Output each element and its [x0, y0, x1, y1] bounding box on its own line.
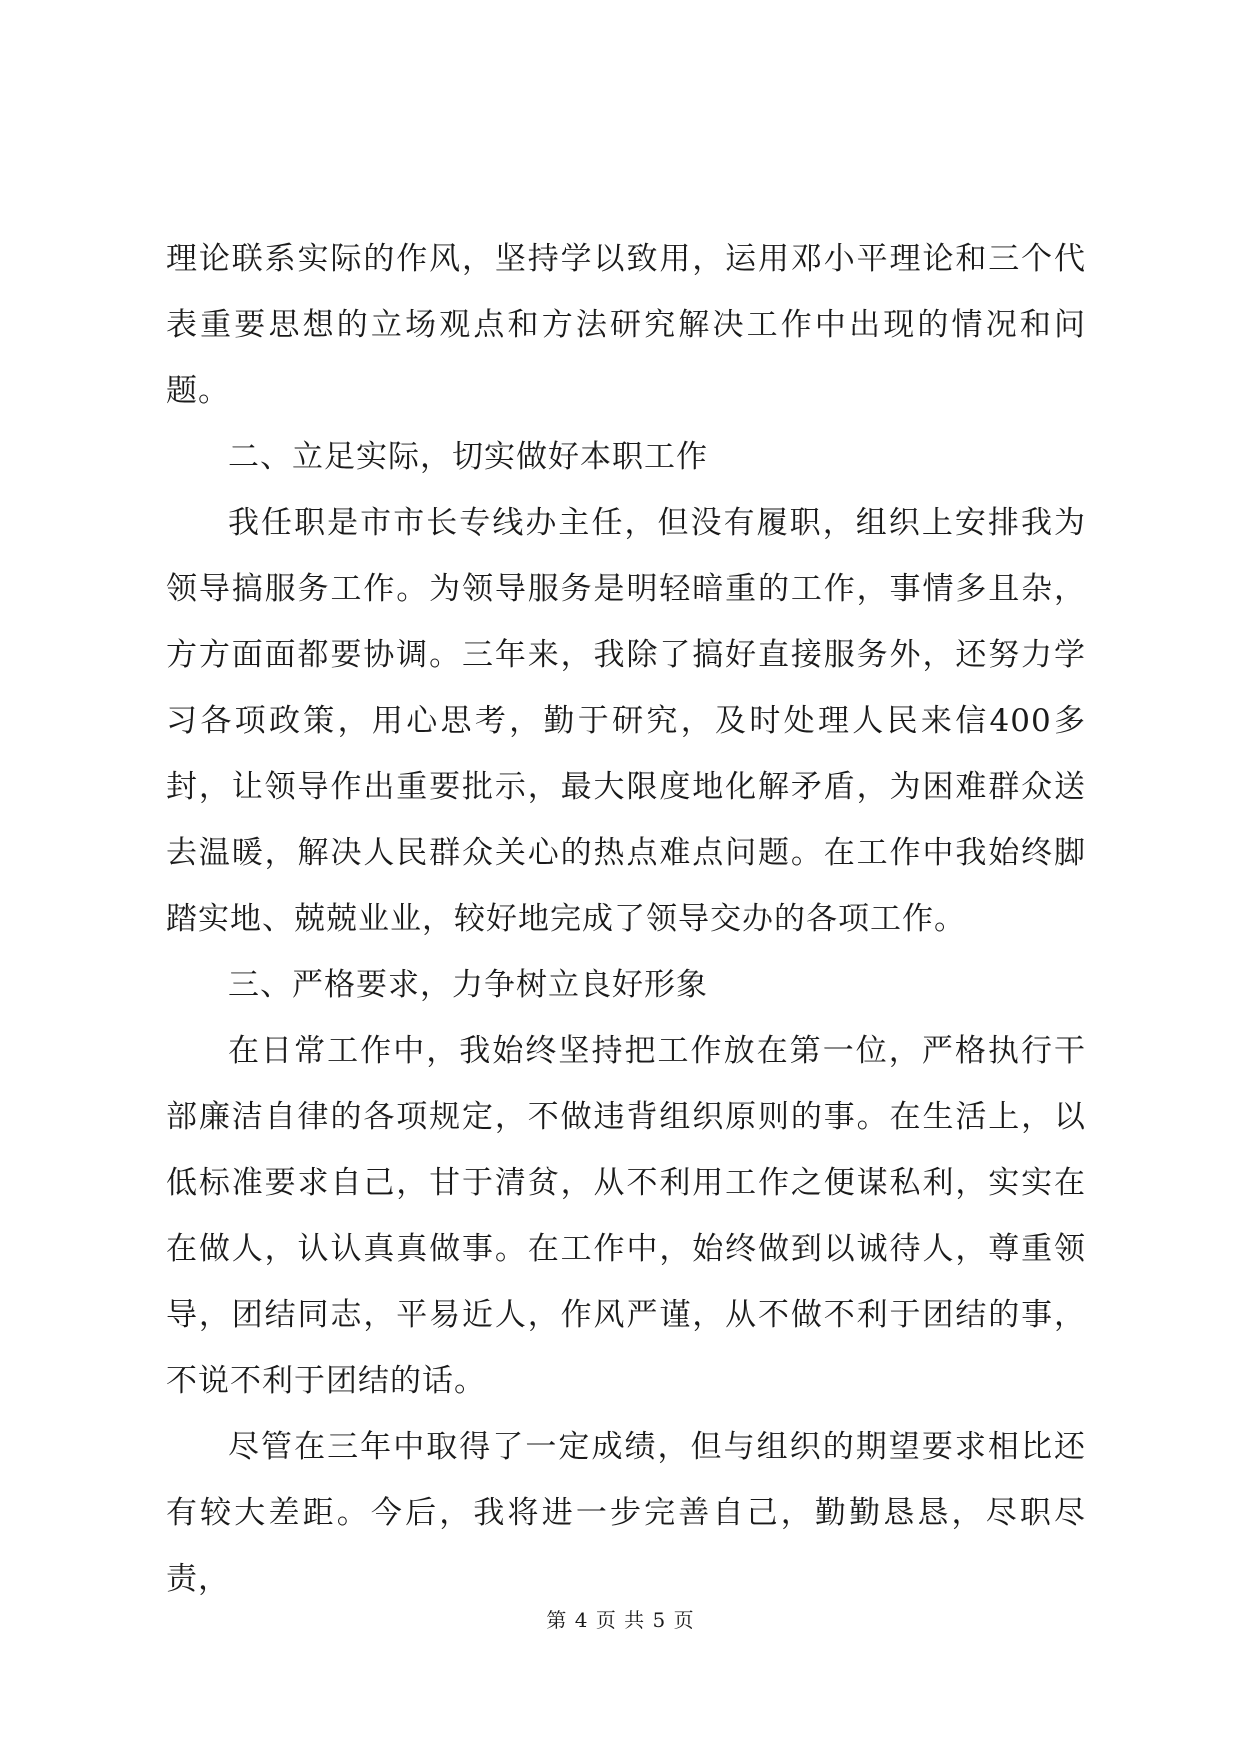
paragraph-conclusion: 尽管在三年中取得了一定成绩，但与组织的期望要求相比还有较大差距。今后，我将进一步完善自己，勤勤恳恳，尽职尽责，	[166, 1429, 1086, 1597]
section-heading-2: 二、立足实际，切实做好本职工作	[228, 439, 708, 475]
paragraph-conduct: 在日常工作中，我始终坚持把工作放在第一位，严格执行干部廉洁自律的各项规定，不做违背组织原则的事。在生活上，以低标准要求自己，甘于清贫，从不利用工作之便谋私利，实实在在做人，认认真真做事。在工作中，始终做到以诚待人，尊重领导，团结同志，平易近人，作风严谨，从不做不利于团结的事，不说不利于团结的话。	[166, 1033, 1086, 1399]
section-heading-3: 三、严格要求，力争树立良好形象	[228, 967, 708, 1003]
document-body	[166, 226, 1086, 1612]
page-number-footer: 第 4 页 共 5 页	[546, 1608, 695, 1632]
paragraph-continuation: 理论联系实际的作风，坚持学以致用，运用邓小平理论和三个代表重要思想的立场观点和方法研究解决工作中出现的情况和问题。	[166, 241, 1086, 409]
paragraph-job-duties: 我任职是市市长专线办主任，但没有履职，组织上安排我为领导搞服务工作。为领导服务是明轻暗重的工作，事情多且杂，方方面面都要协调。三年来，我除了搞好直接服务外，还努力学习各项政策，用心思考，勤于研究，及时处理人民来信400多封，让领导作出重要批示，最大限度地化解矛盾，为困难群众送去温暖，解决人民群众关心的热点难点问题。在工作中我始终脚踏实地、兢兢业业，较好地完成了领导交办的各项工作。	[166, 505, 1086, 937]
